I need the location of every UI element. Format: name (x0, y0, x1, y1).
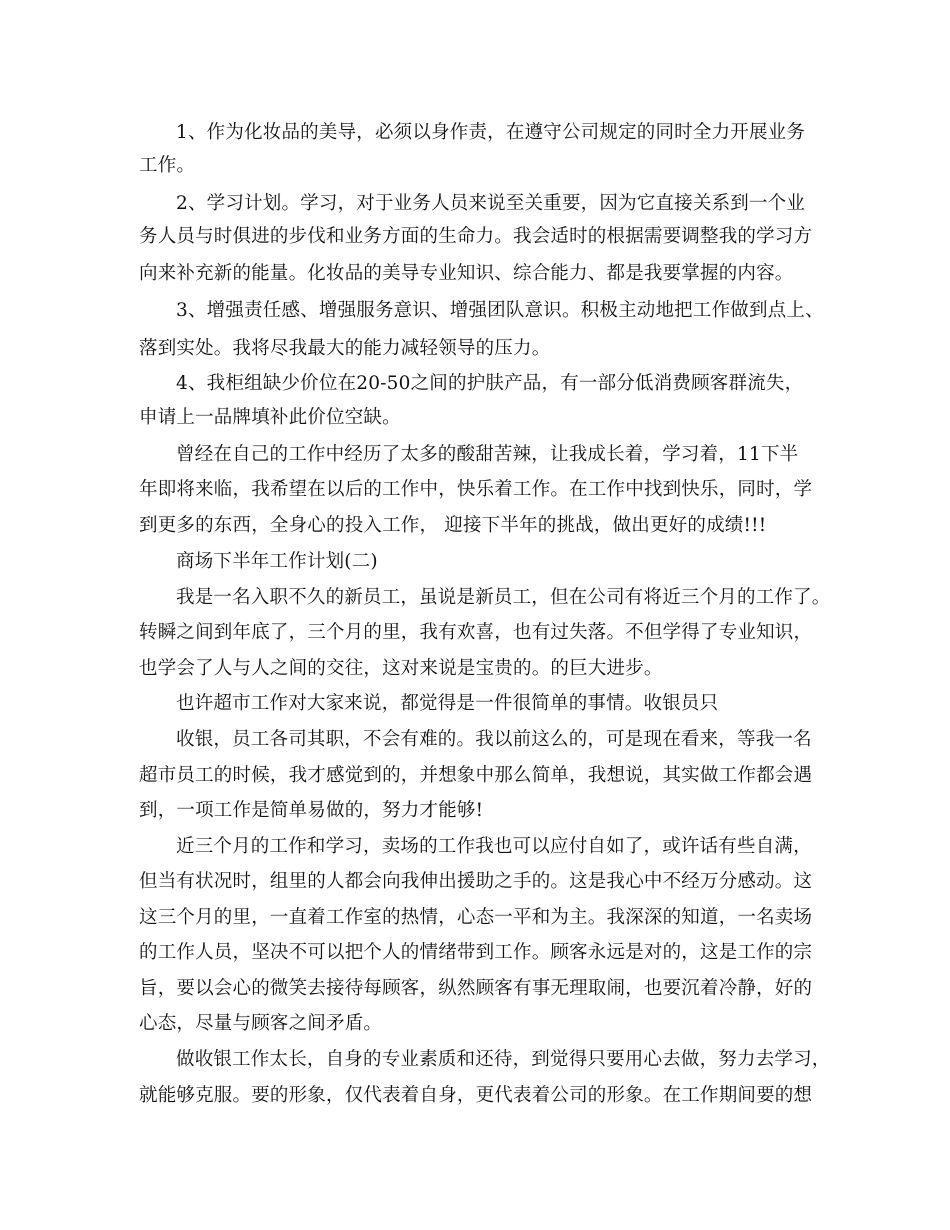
text-line: 转瞬之间到年底了，三个月的里，我有欢喜，也有过失落。不但学得了专业知识， (139, 622, 813, 643)
text-line: 做收银工作太长，自身的专业素质和还待，到觉得只要用心去做，努力去学习， (176, 1049, 831, 1070)
text-line: 这三个月的里，一直着工作室的热情，心态一平和为主。我深深的知道，一名卖场 (139, 907, 813, 928)
text-line: 工作。 (139, 155, 196, 176)
text-line: 超市员工的时候，我才感觉到的，并想象中那么简单，我想说，其实做工作都会遇 (139, 765, 813, 786)
text-line: 心态，尽量与顾客之间矛盾。 (139, 1013, 383, 1034)
text-line: 务人员与时俱进的步伐和业务方面的生命力。我会适时的根据需要调整我的学习方 (139, 226, 813, 247)
text-line: 4、我柜组缺少价位在20-50之间的护肤产品，有一部分低消费顾客群流失， (176, 373, 804, 394)
text-line: 到，一项工作是简单易做的，努力才能够! (139, 800, 484, 821)
text-line: 向来补充新的能量。化妆品的美导专业知识、综合能力、都是我要掌握的内容。 (139, 263, 794, 284)
text-line: 1、作为化妆品的美导，必须以身作责，在遵守公司规定的同时全力开展业务 (176, 122, 806, 143)
text-line: 收银，员工各司其职，不会有难的。我以前这么的，可是现在看来，等我一名 (176, 729, 812, 750)
text-line: 3、增强责任感、增强服务意识、增强团队意识。积极主动地把工作做到点上、 (176, 300, 824, 321)
text-line: 也学会了人与人之间的交往，这对来说是宝贵的。的巨大进步。 (139, 658, 663, 679)
text-line: 申请上一品牌填补此价位空缺。 (139, 407, 401, 428)
text-line: 落到实处。我将尽我最大的能力减轻领导的压力。 (139, 338, 551, 359)
text-line: 到更多的东西，全身心的投入工作， 迎接下半年的挑战，做出更好的成绩!!! (139, 515, 767, 536)
text-line: 但当有状况时，组里的人都会向我伸出援助之手的。这是我心中不经万分感动。这 (139, 871, 813, 892)
text-line: 也许超市工作对大家来说，都觉得是一件很简单的事情。收银员只 (176, 693, 719, 714)
text-line: 2、学习计划。学习，对于业务人员来说至关重要，因为它直接关系到一个业 (176, 193, 806, 214)
section-heading: 商场下半年工作计划(二) (176, 551, 378, 572)
text-line: 年即将来临，我希望在以后的工作中，快乐着工作。在工作中找到快乐，同时，学 (139, 479, 813, 500)
text-line: 近三个月的工作和学习，卖场的工作我也可以应付自如了，或许话有些自满， (176, 836, 812, 857)
text-line: 我是一名入职不久的新员工，虽说是新员工，但在公司有将近三个月的工作了。 (176, 587, 831, 608)
text-line: 旨，要以会心的微笑去接待每顾客，纵然顾客有事无理取闹，也要沉着冷静，好的 (139, 978, 813, 999)
text-line: 的工作人员，坚决不可以把个人的情绪带到工作。顾客永远是对的，这是工作的宗 (139, 942, 813, 963)
text-line: 就能够克服。要的形象，仅代表着自身，更代表着公司的形象。在工作期间要的想 (139, 1085, 813, 1106)
text-line: 曾经在自己的工作中经历了太多的酸甜苦辣，让我成长着，学习着，11下半 (176, 444, 799, 465)
